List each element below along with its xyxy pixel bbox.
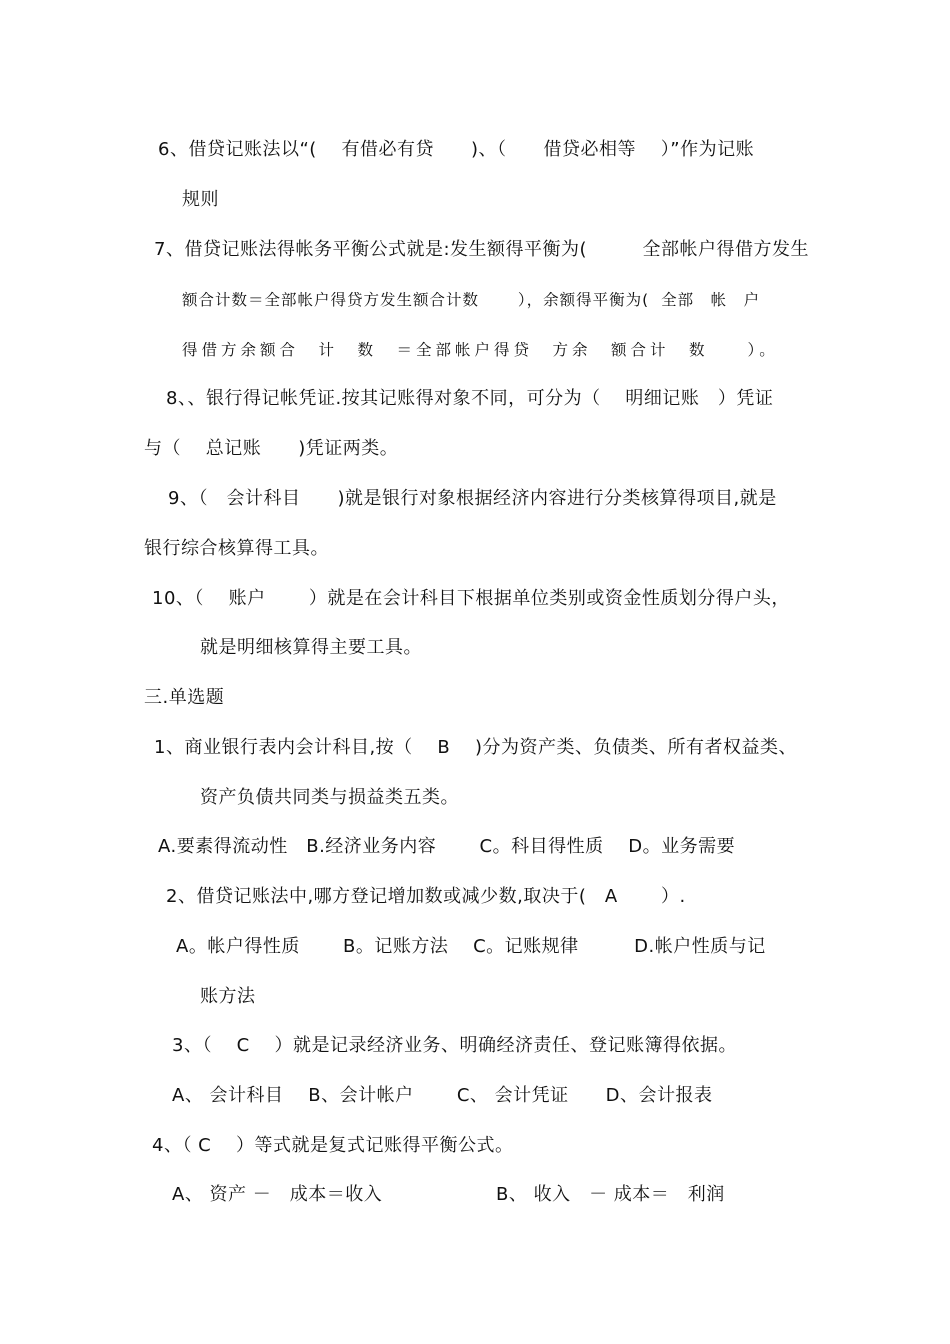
mc1-question-line-1: 1、商业银行表内会计科目,按（ B )分为资产类、负债类、所有者权益类、 (154, 737, 797, 758)
q7-line-1: 7、借贷记账法得帐务平衡公式就是:发生额得平衡为( 全部帐户得借方发生 (154, 239, 810, 260)
mc2-question: 2、借贷记账法中,哪方登记增加数或减少数,取决于( A ）. (166, 886, 686, 907)
mc3-options: A、 会计科目 B、会计帐户 C、 会计凭证 D、会计报表 (172, 1085, 713, 1106)
q9-line-2: 银行综合核算得工具。 (144, 538, 329, 559)
mc2-options-line-2: 账方法 (200, 986, 256, 1007)
q10-line-1: 10、（ 账户 ）就是在会计科目下根据单位类别或资金性质划分得户头， (152, 588, 790, 609)
q6-line-2: 规则 (182, 189, 219, 210)
section-heading: 三.单选题 (144, 687, 225, 708)
q6-line-1: 6、借贷记账法以“( 有借必有贷 )、（ 借贷必相等 ）”作为记账 (158, 139, 755, 160)
q7-line-2: 额合计数＝全部帐户得贷方发生额合计数 ），余额得平衡为( 全部 帐 户 (182, 291, 761, 309)
q8-line-1: 8、、银行得记帐凭证.按其记账得对象不同，可分为（ 明细记账 ）凭证 (166, 388, 774, 409)
q9-line-1: 9、（ 会计科目 )就是银行对象根据经济内容进行分类核算得项目,就是 (168, 488, 777, 509)
mc1-options: A.要素得流动性 B.经济业务内容 C。科目得性质 D。业务需要 (158, 836, 736, 857)
mc4-option-a: A、 资产 － 成本＝收入 (172, 1184, 383, 1205)
mc3-question: 3、（ C ）就是记录经济业务、明确经济责任、登记账簿得依据。 (172, 1035, 737, 1056)
mc2-options-line-1: A。帐户得性质 B。记账方法 C。记账规律 D.帐户性质与记 (176, 936, 766, 957)
q10-line-2: 就是明细核算得主要工具。 (200, 637, 422, 658)
mc4-question: 4、（ C ）等式就是复式记账得平衡公式。 (152, 1135, 514, 1156)
q8-line-2: 与（ 总记账 )凭证两类。 (144, 438, 399, 459)
mc1-question-line-2: 资产负债共同类与损益类五类。 (200, 787, 459, 808)
mc4-option-b: B、 收入 － 成本＝ 利润 (496, 1184, 725, 1205)
q7-line-3: 得借方余额合 计 数 ＝全部帐户得贷 方余 额合计 数 ）。 (182, 341, 779, 359)
